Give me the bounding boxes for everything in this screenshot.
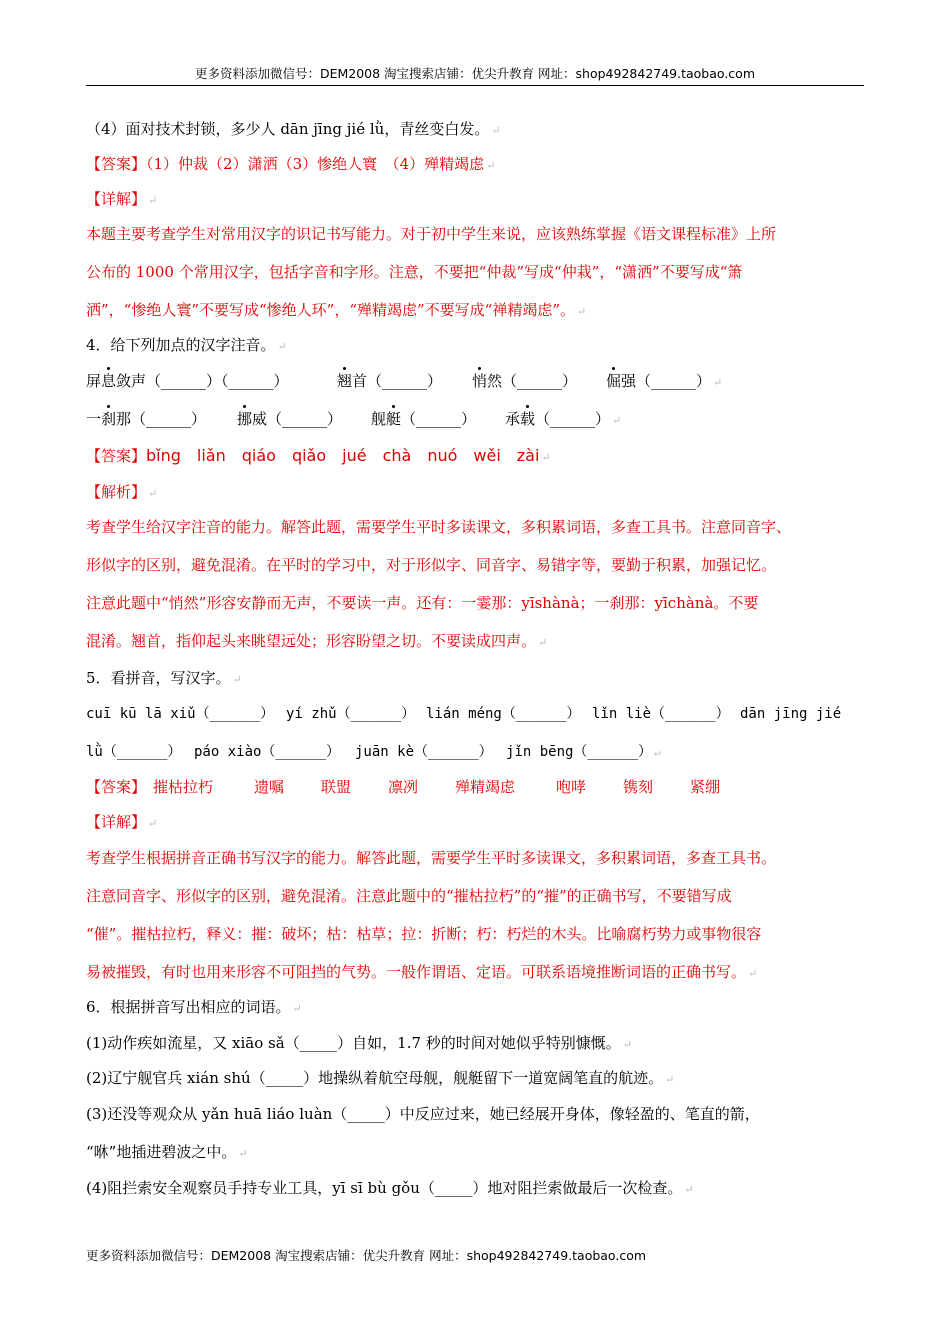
q4-item: 倔强（______） ↵ xyxy=(606,372,723,390)
q5-item: juān kè（______） xyxy=(355,744,493,760)
q4-analysis-label: 【解析】 ↵ xyxy=(86,483,158,501)
q5-item: lǜ（______） xyxy=(86,744,182,760)
q5-answer-word: 摧枯拉朽 xyxy=(153,778,214,796)
q5-answer-word: 咆哮 xyxy=(556,778,587,796)
q4-item: 翘首（______） xyxy=(337,372,443,390)
q6-title: 6．根据拼音写出相应的词语。 ↵ xyxy=(86,998,302,1016)
q5-answer-word: 紧绷 xyxy=(690,778,721,796)
page-header: 更多资料添加微信号：DEM2008 淘宝搜索店铺：优尖升教育 网址：shop492842749.taobao.com xyxy=(86,64,864,86)
q4-answer: 【答案】bǐng liǎn qiáo qiǎo jué chà nuó wěi zài ↵ xyxy=(86,446,551,465)
q5-item: páo xiào（______） xyxy=(194,744,341,760)
q4-item: 屏息敛声（______）（______） xyxy=(86,372,289,390)
q4-item: 挪威（______） xyxy=(237,410,343,428)
q5-item: yí zhǔ（______） xyxy=(286,706,416,722)
q5-row-1 xyxy=(0,704,950,726)
q5-item: dān jīng jié xyxy=(740,706,842,722)
q5-row-2 xyxy=(0,742,950,764)
q5-detail-line: “催”。摧枯拉朽，释义：摧：破坏；枯：枯草；拉：折断；朽：朽烂的木头。比喻腐朽势力或事物很容 xyxy=(86,925,762,943)
q5-item: lǐn liè（______） xyxy=(592,706,730,722)
q4-item: 舰艇（______） xyxy=(371,410,477,428)
q3-item-4: （4）面对技术封锁，多少人 dān jīng jié lǜ，青丝变白发。 ↵ xyxy=(86,120,501,138)
q5-item: cuī kū lā xiǔ（______） xyxy=(86,706,275,722)
q5-answer-word: 殚精竭虑 xyxy=(455,778,516,796)
q5-answer-word: 凛冽 xyxy=(388,778,419,796)
q4-analysis-line: 考查学生给汉字注音的能力。解答此题，需要学生平时多读课文，多积累词语，多查工具书。注意同音字、 xyxy=(86,518,792,536)
q6-item: (2)辽宁舰官兵 xián shú（_____）地操纵着航空母舰，舰艇留下一道宽阔笔直的航迹。 ↵ xyxy=(86,1069,675,1087)
q6-item: “咻”地插进碧波之中。 ↵ xyxy=(86,1143,248,1161)
q4-item: 一刹那（______） xyxy=(86,410,207,428)
q3-detail-line: 公布的 1000 个常用汉字，包括字音和字形。注意，不要把“仲裁”写成“仲栽”，“潇洒”不要写成“箫 xyxy=(86,263,743,281)
q4-analysis-line: 注意此题中“悄然”形容安静而无声，不要读一声。还有：一霎那：yīshànà；一刹那：yīchànà。不要 xyxy=(86,594,759,612)
q4-row-2 xyxy=(0,409,950,431)
q5-answer-word: 镌刻 xyxy=(623,778,654,796)
q5-item: jǐn bēng（______） ↵ xyxy=(506,744,661,760)
q5-answer xyxy=(0,777,950,799)
q4-title: 4．给下列加点的汉字注音。 ↵ xyxy=(86,336,287,354)
q4-analysis-line: 混淆。翘首，指仰起头来眺望远处；形容盼望之切。不要读成四声。 ↵ xyxy=(86,632,548,650)
q4-item: 承载（______） ↵ xyxy=(505,410,622,428)
q5-detail-line: 易被摧毁，有时也用来形容不可阻挡的气势。一般作谓语、定语。可联系语境推断词语的正确书写。 ↵ xyxy=(86,963,758,981)
q6-item: (1)动作疾如流星，又 xiāo sǎ（_____）自如，1.7 秒的时间对她似乎特别慷慨。 ↵ xyxy=(86,1034,632,1052)
q5-detail-line: 注意同音字、形似字的区别，避免混淆。注意此题中的“摧枯拉朽”的“摧”的正确书写，不要错写成 xyxy=(86,887,732,905)
q5-item: lián méng（______） xyxy=(426,706,581,722)
q3-detail-line: 本题主要考查学生对常用汉字的识记书写能力。对于初中学生来说，应该熟练掌握《语文课程标准》上所 xyxy=(86,225,777,243)
q5-answer-word: 遗嘱 xyxy=(254,778,285,796)
q5-detail-label: 【详解】 ↵ xyxy=(86,813,158,831)
q3-detail-label: 【详解】 ↵ xyxy=(86,190,158,208)
q4-analysis-line: 形似字的区别，避免混淆。在平时的学习中，对于形似字、同音字、易错字等，要勤于积累，加强记忆。 xyxy=(86,556,777,574)
q5-answer-label: 【答案】 xyxy=(86,778,147,796)
q5-title: 5．看拼音，写汉字。 ↵ xyxy=(86,669,242,687)
q3-detail-line: 洒”，“惨绝人寰”不要写成“惨绝人环”，“殚精竭虑”不要写成“禅精竭虑”。 ↵ xyxy=(86,301,587,319)
q5-answer-word: 联盟 xyxy=(321,778,352,796)
q6-item: (4)阻拦索安全观察员手持专业工具，yī sī bù gǒu（_____）地对阻拦索做最后一次检查。 ↵ xyxy=(86,1179,694,1197)
page-footer: 更多资料添加微信号：DEM2008 淘宝搜索店铺：优尖升教育 网址：shop492842749.taobao.com xyxy=(86,1248,647,1263)
q4-item: 悄然（______） xyxy=(472,372,578,390)
q6-item: (3)还没等观众从 yǎn huā liáo luàn（_____）中反应过来，她已经展开身体，像轻盈的、笔直的箭， xyxy=(86,1105,760,1123)
q5-detail-line: 考查学生根据拼音正确书写汉字的能力。解答此题，需要学生平时多读课文，多积累词语，多查工具书。 xyxy=(86,849,777,867)
q4-row-1 xyxy=(0,371,950,393)
q3-answer: 【答案】（1）仲裁（2）潇洒（3）惨绝人寰 （4）殚精竭虑 ↵ xyxy=(86,155,496,173)
